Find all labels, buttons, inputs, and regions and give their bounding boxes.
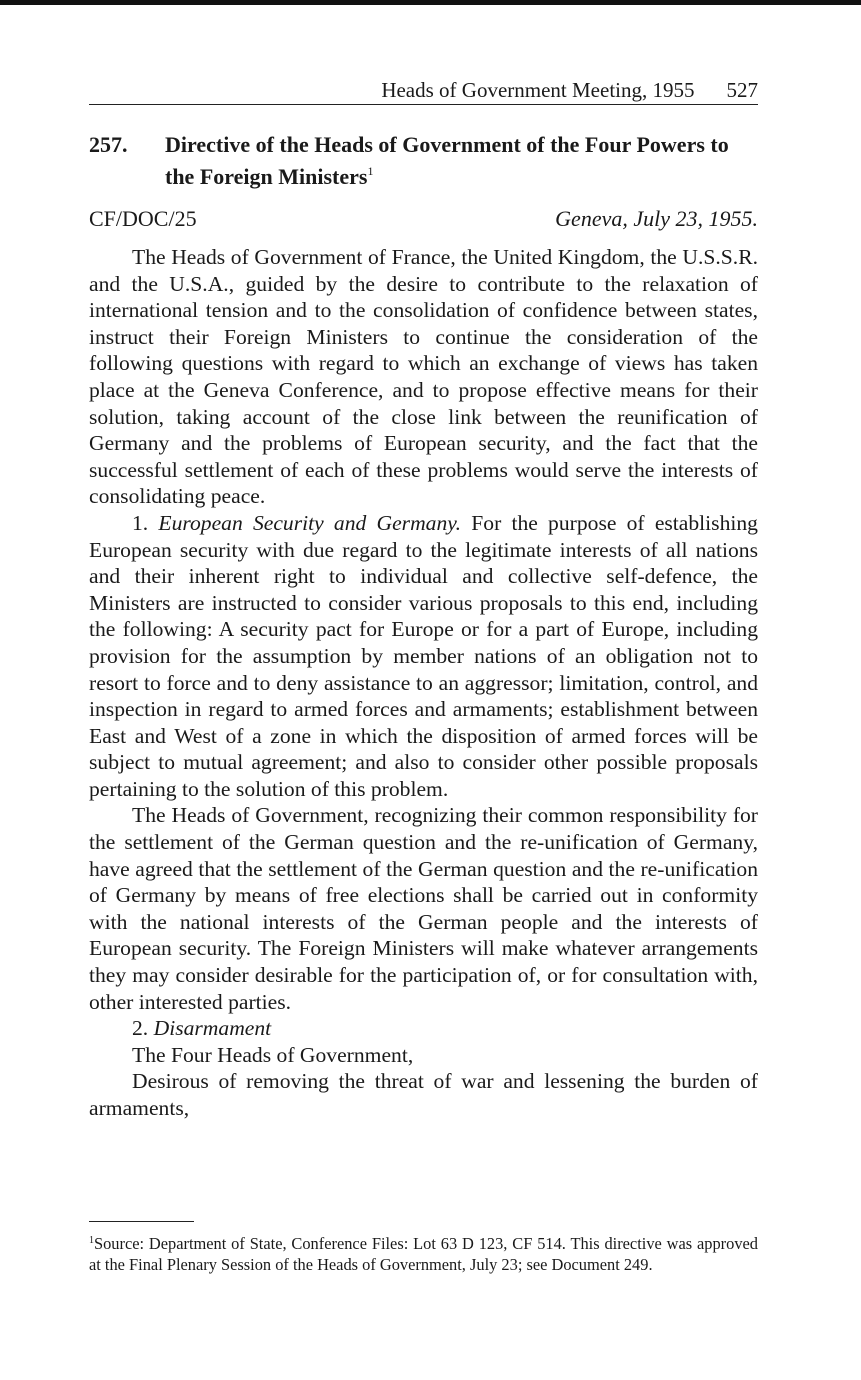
section-text: For the purpose of establishing European security with due regard to the legitimate interests of all nations and their inherent right to individual and collective self-defence, the Ministers are instructed to consider various proposals to this end, including the following: A security pact for Europe or for a part of Europe, including provision for the assumption by member nations of an obligation not to resort to force and to deny assistance to an aggressor; limitation, control, and inspection in regard to armed forces and armaments; establishment between East and West of a zone in which the disposition of armed forces will be subject to mutual agreement; and also to consider other possible proposals pertaining to the solution of this problem. [89,510,758,801]
page-top-edge [0,0,861,5]
running-head-title: Heads of Government Meeting, 1955 [381,78,695,102]
paragraph-european-security [89,510,758,803]
section-number: 2. [132,1016,149,1041]
section-number: 1. [132,510,149,535]
section-heading: European Security and Germany. [158,510,462,535]
document-reference: CF/DOC/25 [89,206,197,231]
paragraph-intro: The Heads of Government of France, the United Kingdom, the U.S.S.R. and the U.S.A., guided by the desire to contribute to the relaxation of international tension and to the consolidation of confidence between states, instruct their Foreign Ministers to continue the consideration of the following questions with regard to which an exchange of views has taken place at the Geneva Conference, and to propose effective means for their solution, taking account of the close link between the reunification of Germany and the problems of European security, and the fact that the successful settlement of each of these problems would serve the interests of consolidating peace. [89,245,758,509]
paragraph-four-heads: The Four Heads of Government, [132,1042,414,1067]
footnote-marker: 1 [89,1235,94,1246]
footnote-divider [89,1221,194,1222]
page-content [89,78,758,1122]
paragraph-disarmament-heading [89,1015,758,1042]
footnote [89,1230,758,1275]
document-body [89,244,758,1122]
document-number: 257. [89,132,128,157]
page-number: 527 [726,78,758,102]
document-heading [89,131,758,190]
running-head [89,78,758,105]
section-heading: Disarmament [153,1016,272,1041]
paragraph-german-question: The Heads of Government, recognizing their common responsibility for the settlement of the German question and the re-unification of Germany, have agreed that the settlement of the German question and the re-unification of Germany by means of free elections shall be carried out in conformity with the national interests of the German people and the interests of European security. The Foreign Ministers will make whatever arrangements they may consider desirable for the participation of, or for consultation with, other interested parties. [89,803,758,1014]
footnote-text: Source: Department of State, Conference Files: Lot 63 D 123, CF 514. This directive was approved at the Final Plenary Session of the Heads of Government, July 23; see Document 249. [89,1234,758,1274]
place-and-date: Geneva, July 23, 1955. [555,206,758,231]
document-reference-line [89,206,758,232]
document-title: Directive of the Heads of Government of the Four Powers to the Foreign Ministers [165,132,729,189]
title-footnote-marker[interactable]: 1 [367,164,374,178]
paragraph-desirous: Desirous of removing the threat of war and lessening the burden of armaments, [89,1069,758,1120]
document-title-block [165,131,758,190]
